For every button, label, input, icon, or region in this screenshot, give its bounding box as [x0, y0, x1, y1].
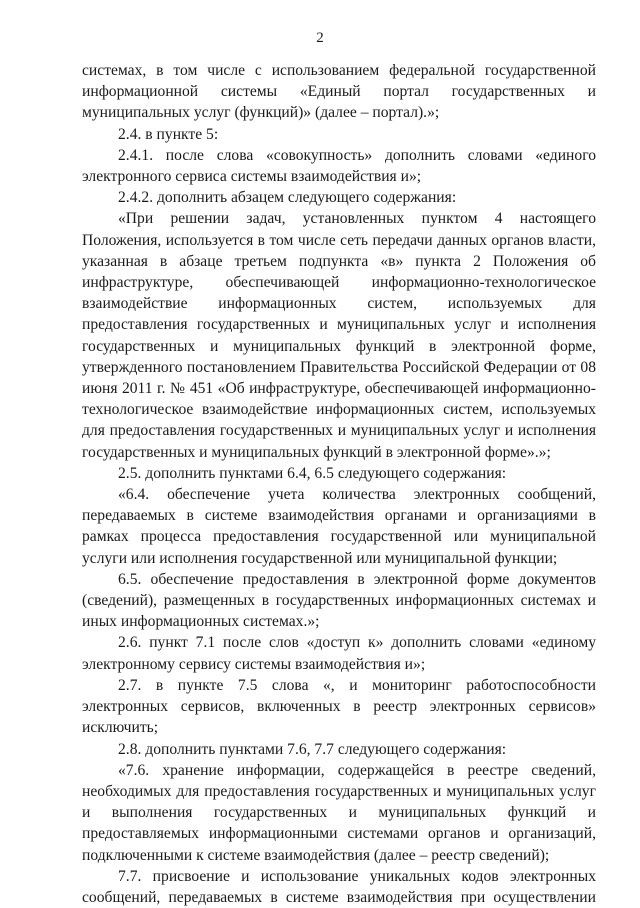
- paragraph: «При решении задач, установленных пунктом 4 настоящего Положения, используется в том числе сеть передачи данных органов власти, указанная в абзаце третьем подпункта «в» пункта 2 Положения об инфраструктуре, обеспечивающей информационно-технологическое взаимодействие информационных систем, используемых для предоставления государственных и муниципальных услуг и исполнения государственных и муниципальных функций в электронной форме, утвержденного постановлением Правительства Российской Федерации от 08 июня 2011 г. № 451 «Об инфраструктуре, обеспечивающей информационно-технологическое взаимодействие информационных систем, используемых для предоставления государственных и муниципальных услуг и исполнения государственных и муниципальных функций в электронной форме».»;: [82, 210, 596, 461]
- paragraph: 2.4. в пункте 5:: [118, 125, 219, 143]
- paragraph: «7.6. хранение информации, содержащейся в реестре сведений, необходимых для предоставления государственных и муниципальных услуг и выполнения государственных и муниципальных функций и предоставляемых информационными системами органов и организаций, подключенными к системе взаимодействия (далее – реестр сведений);: [82, 761, 596, 864]
- paragraph: 2.4.1. после слова «совокупность» дополнить словами «единого электронного сервиса системы взаимодействия и»;: [82, 146, 596, 186]
- paragraph: 2.5. дополнить пунктами 6.4, 6.5 следующего содержания:: [118, 464, 507, 482]
- paragraph: системах, в том числе с использованием федеральной государственной информационной системы «Единый портал государственных и муниципальных услуг (функций)» (далее – портал).»;: [82, 62, 596, 122]
- paragraph: 2.7. в пункте 7.5 слова «, и мониторинг работоспособности электронных сервисов, включенных в реестр электронных сервисов» исключить;: [82, 676, 596, 737]
- paragraph: 6.5. обеспечение предоставления в электронной форме документов (сведений), размещенных в государственных информационных системах и иных информационных системах.»;: [82, 570, 596, 631]
- paragraph: 2.6. пункт 7.1 после слов «доступ к» дополнить словами «единому электронному сервису системы взаимодействия и»;: [82, 634, 596, 673]
- document-body: [82, 60, 596, 908]
- paragraph: 7.7. присвоение и использование уникальных кодов электронных сообщений, передаваемых в системе взаимодействия при осуществлении: [82, 867, 596, 906]
- paragraph: 2.4.2. дополнить абзацем следующего содержания:: [118, 189, 457, 207]
- paragraph: «6.4. обеспечение учета количества электронных сообщений, передаваемых в системе взаимодействия органами и организациями в рамках процесса предоставления государственной или муниципальной услуги или исполнения государственной или муниципальной функции;: [82, 486, 596, 567]
- page-number: 2: [316, 30, 324, 46]
- paragraph: 2.8. дополнить пунктами 7.6, 7.7 следующего содержания:: [118, 740, 507, 758]
